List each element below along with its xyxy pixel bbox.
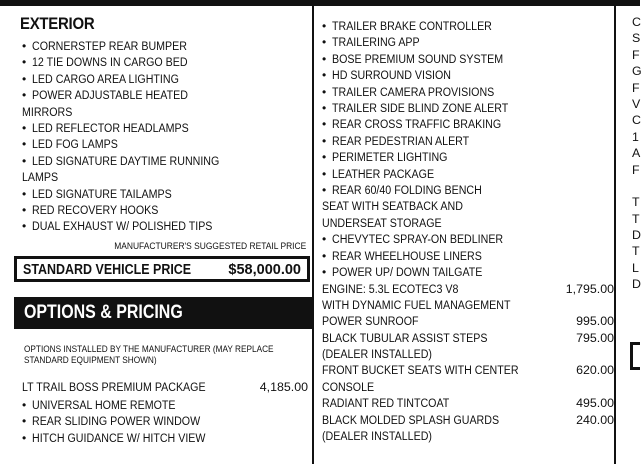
list-item: • TRAILER BRAKE CONTROLLER (322, 18, 614, 34)
cropped-text-fragment: F (632, 47, 640, 62)
cropped-text-fragment: S (632, 31, 641, 46)
cropped-text-fragment: V (632, 96, 641, 111)
standard-price-box (14, 256, 310, 282)
cropped-text-fragment: L (632, 260, 639, 275)
column-divider-right (614, 0, 616, 464)
priced-option-row (322, 313, 614, 329)
option-name: (DEALER INSTALLED) (322, 347, 432, 362)
left-column (14, 6, 312, 446)
options-heading-bar (14, 297, 312, 329)
options-note: OPTIONS INSTALLED BY THE MANUFACTURER (MAY REPLACE STANDARD EQUIPMENT SHOWN) (24, 342, 274, 366)
cropped-text-fragment: D (632, 277, 641, 292)
list-item: • CORNERSTEP REAR BUMPER (22, 38, 312, 54)
cropped-text-fragment: C (632, 113, 641, 128)
list-item: • PERIMETER LIGHTING (322, 149, 614, 165)
priced-option-row (322, 330, 614, 346)
list-item: • LED SIGNATURE DAYTIME RUNNING (22, 153, 312, 169)
option-name: BLACK TUBULAR ASSIST STEPS (322, 330, 488, 345)
list-item: • 12 TIE DOWNS IN CARGO BED (22, 54, 312, 70)
list-item: UNDERSEAT STORAGE (322, 215, 442, 230)
options-heading: OPTIONS & PRICING (24, 301, 183, 323)
list-item: SEAT WITH SEATBACK AND (322, 199, 463, 214)
list-item: • REAR CROSS TRAFFIC BRAKING (322, 116, 614, 132)
option-name: WITH DYNAMIC FUEL MANAGEMENT (322, 297, 511, 312)
priced-option-row (322, 379, 614, 395)
list-item: • DUAL EXHAUST W/ POLISHED TIPS (22, 218, 312, 234)
list-item: • LED SIGNATURE TAILAMPS (22, 186, 312, 202)
priced-option-row (322, 346, 614, 362)
list-item: • HITCH GUIDANCE W/ HITCH VIEW (22, 430, 312, 446)
middle-features-list (322, 18, 614, 281)
standard-price-label: STANDARD VEHICLE PRICE (23, 261, 192, 278)
option-price: 795.00 (576, 330, 614, 345)
option-name: RADIANT RED TINTCOAT (322, 396, 450, 411)
cropped-text-fragment: 1 (632, 129, 639, 144)
list-item: MIRRORS (22, 104, 73, 119)
list-item: • POWER UP/ DOWN TAILGATE (322, 264, 614, 280)
right-column-cropped (632, 14, 640, 293)
list-item: • TRAILER SIDE BLIND ZONE ALERT (322, 100, 614, 116)
option-price: 1,795.00 (565, 281, 614, 296)
option-name: BLACK MOLDED SPLASH GUARDS (322, 412, 500, 427)
option-name: (DEALER INSTALLED) (322, 429, 432, 444)
priced-option-row (322, 281, 614, 297)
middle-priced-list (322, 281, 614, 445)
list-item: • LED CARGO AREA LIGHTING (22, 71, 312, 87)
list-item: • LED FOG LAMPS (22, 136, 312, 152)
package-name: LT TRAIL BOSS PREMIUM PACKAGE (22, 380, 206, 395)
option-price: 995.00 (576, 314, 614, 329)
cropped-text-fragment: T (632, 195, 640, 210)
priced-option-row (322, 362, 614, 378)
list-item: • TRAILER CAMERA PROVISIONS (322, 84, 614, 100)
list-item: • REAR PEDESTRIAN ALERT (322, 133, 614, 149)
list-item: • LEATHER PACKAGE (322, 166, 614, 182)
cropped-text-fragment (632, 178, 640, 194)
list-item: • LED REFLECTOR HEADLAMPS (22, 120, 312, 136)
package-row (22, 380, 312, 397)
cropped-text-fragment: T (632, 211, 640, 226)
list-item: • REAR WHEELHOUSE LINERS (322, 248, 614, 264)
list-item: LAMPS (22, 170, 59, 185)
list-item: • BOSE PREMIUM SOUND SYSTEM (322, 51, 614, 67)
middle-column (322, 6, 614, 444)
package-items-list (22, 397, 312, 446)
cropped-text-fragment: F (632, 162, 640, 177)
list-item: • POWER ADJUSTABLE HEATED (22, 87, 312, 103)
list-item: • RED RECOVERY HOOKS (22, 202, 312, 218)
column-divider-left (312, 0, 314, 464)
list-item: • UNIVERSAL HOME REMOTE (22, 397, 312, 413)
standard-price-value: $58,000.00 (228, 261, 301, 278)
package-price: 4,185.00 (259, 380, 308, 395)
cropped-text-fragment: A (632, 146, 641, 161)
exterior-heading: EXTERIOR (20, 14, 95, 33)
cropped-text-fragment: F (632, 80, 640, 95)
list-item: • REAR SLIDING POWER WINDOW (22, 413, 312, 429)
cropped-text-fragment: T (632, 244, 640, 259)
list-item: • HD SURROUND VISION (322, 67, 614, 83)
list-item: • REAR 60/40 FOLDING BENCH (322, 182, 614, 198)
option-name: CONSOLE (322, 379, 375, 394)
priced-option-row (322, 395, 614, 411)
cropped-text-fragment: C (632, 15, 641, 29)
cropped-text-fragment: D (632, 228, 641, 243)
msrp-label: MANUFACTURER'S SUGGESTED RETAIL PRICE (113, 240, 306, 252)
option-price: 240.00 (576, 412, 614, 427)
priced-option-row (322, 412, 614, 428)
option-price: 620.00 (576, 363, 614, 378)
option-name: ENGINE: 5.3L ECOTEC3 V8 (322, 281, 459, 296)
cropped-text-fragment: G (632, 64, 642, 79)
list-item: • CHEVYTEC SPRAY-ON BEDLINER (322, 231, 614, 247)
option-name: POWER SUNROOF (322, 314, 419, 329)
list-item: • TRAILERING APP (322, 34, 614, 50)
right-column-box-edge (630, 342, 640, 370)
priced-option-row (322, 428, 614, 444)
option-name: FRONT BUCKET SEATS WITH CENTER (322, 363, 519, 378)
option-price: 495.00 (576, 396, 614, 411)
exterior-list (22, 38, 312, 235)
priced-option-row (322, 297, 614, 313)
